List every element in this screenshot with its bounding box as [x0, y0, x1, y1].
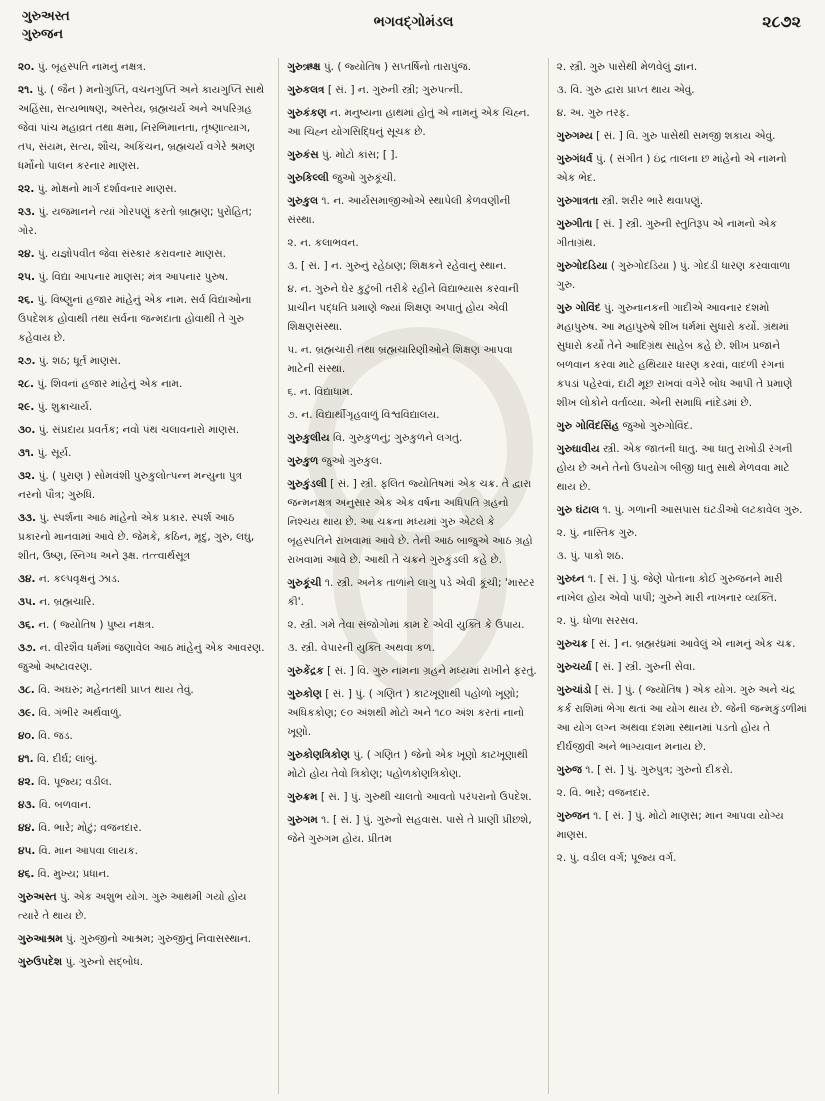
- dictionary-entry: [287, 257, 537, 276]
- entry-headword: ગુરુજન: [556, 810, 590, 822]
- dictionary-entry: [557, 635, 807, 654]
- dictionary-entry: [18, 773, 268, 792]
- entry-definition: [ સં. ] વિ. ગુરુ નામના ગ્રહને મધ્યમાં રાખીને ફરતું.: [327, 665, 537, 677]
- dictionary-entry: [18, 842, 268, 861]
- entry-definition: ન. ( જ્યોતિષ ) પુષ્ય નક્ષત્ર.: [38, 619, 155, 631]
- entry-headword: ગુરુગોદડિયા: [556, 260, 608, 272]
- dictionary-entry: [557, 440, 807, 497]
- dictionary-entry: [18, 727, 268, 746]
- dictionary-entry: [18, 444, 268, 463]
- entry-definition: પું. સંપ્રદાય પ્રવર્તક; નવો પંથ ચલાવનારો માણસ.: [38, 424, 240, 436]
- entry-headword: ૩૪.: [18, 573, 36, 585]
- entry-definition: પું. ગુરુજીનો આશ્રમ; ગુરુજીનું નિવાસસ્થાન.: [66, 933, 252, 945]
- entry-headword: ગુરુચર્યા: [556, 661, 592, 673]
- dictionary-entry: [287, 429, 537, 448]
- entry-definition: ન. કલ્પવૃક્ષનું ઝાડ.: [38, 573, 121, 585]
- entry-definition: ૨. પું. વડીલ વર્ગ; પૂજ્ય વર્ગ.: [556, 852, 677, 864]
- dictionary-entry: [287, 81, 537, 100]
- entry-definition: પું. વિષ્ણુનાં હજાર માંહેનું એક નામ. સર્વ વિદ્યાઓના ઉપદેશક હોવાથી તથા સર્વના જન્મદાતા હોવાથી તે ગુરુ કહેવાય છે.: [18, 294, 252, 344]
- entry-definition: ૧. સ્ત્રી. અનેક તાળાંને લાગુ પડે એવી કૂંચી; 'માસ્ટર કી'.: [287, 577, 535, 608]
- entry-definition: પું. એક અશુભ યોગ. ગુરુ આથમી ગયો હોય ત્યારે તે થાય છે.: [18, 891, 247, 922]
- dictionary-entry: [287, 475, 537, 570]
- entry-headword: ગુરુકુલ: [287, 195, 319, 207]
- entry-headword: ૨૯.: [18, 401, 35, 413]
- dictionary-entry: [18, 268, 268, 287]
- entry-definition: જુઓ ગુરુગોવિંદ.: [622, 420, 693, 432]
- entry-definition: ૨. પું. ધોળા સરસવ.: [556, 615, 639, 627]
- dictionary-entry: [18, 953, 268, 972]
- entry-headword: ૩૭.: [18, 642, 37, 654]
- dictionary-entry: [287, 811, 537, 849]
- dictionary-entry: [557, 150, 807, 188]
- entry-headword: ગુરુ ગોવિંદ: [556, 302, 601, 314]
- dictionary-entry: [557, 612, 807, 631]
- entry-definition: ન. બ્રહ્મચારિ.: [39, 596, 95, 608]
- entry-definition: ૧. [ સં. ] પું. ગુરુનો સહવાસ. પાસે તે પ્રાણી પ્રીછશે, જેને ગુરુગમ હોય. પ્રીતમ: [287, 814, 532, 845]
- entry-definition: પું. ( સંગીત ) ઇંદ્ર તાલના છ માંહેનો એ નામનો એક ભેદ.: [556, 153, 787, 184]
- entry-headword: ૨૪.: [18, 248, 35, 260]
- entry-definition: [ સં. ] ન. બ્રહ્મરંધ્રમાં આવેલું એ નામનું એક ચક્ર.: [591, 638, 796, 650]
- entry-definition: વિ. ગંભીર અર્થવાળું.: [38, 707, 122, 719]
- dictionary-entry: [18, 593, 268, 612]
- entry-definition: [ સં. ] સ્ત્રી. ફલિત જ્યોતિષમાં એક ચક્ર. તે દ્વારા જન્મનક્ષત્ર અનુસાર એક એક વર્ષના અધિપતિ ગ્રહનો નિશ્ચય થાય છે. આ ચક્રના મધ્યમાં ગુરુ એટલે કે બૃહસ્પતિને રાખવામાં આવે છે. તેની આઠ બાજુએ આઠ ગ્રહો રાખવામાં આવે છે. આથી તે ચક્રને ગુરુકુંડલી કહે છે.: [287, 478, 533, 566]
- dictionary-entry: [557, 784, 807, 803]
- entry-headword: ૪૦.: [18, 730, 35, 742]
- entry-headword: ગુરુકંકણ: [287, 107, 327, 119]
- entry-headword: ૨૬.: [18, 294, 35, 306]
- entry-definition: પું. ગુરુનાનકની ગાદીએ આવનાર દશમો મહાપુરુષ. આ મહાપુરુષે શીખ ધર્મમાં સુધારો કર્યો. ગ્રંથમાં સુધારો કર્યો તેને આદિગ્રંથ સાહેબ કહે છે. શીખ પ્રજાને બળવાન કરવા માટે હથિયાર ધારણ કરવાં, વાદળી રંગનાં કપડાં પહેરવાં, દાઢી મૂછ રાખવાં વગેરે બોધ આપી તે પ્રમાણે શીખ લોકોને વર્તાવ્યા. એની સમાધિ નાંદેડમાં છે.: [556, 302, 793, 409]
- entry-definition: ૧. ન. આર્યસમાજીઓએ સ્થાપેલી કેળવણીની સંસ્થા.: [287, 195, 511, 226]
- entry-definition: ૪. ન. ગુરુને ઘેર કુટુંબી તરીકે રહીને વિદ્યાભ્યાસ કરવાની પ્રાચીન પદ્ધતિ પ્રમાણે જ્યાં શિક્ષણ અપાતું હોય એવી શિક્ષણસંસ્થા.: [287, 283, 519, 333]
- dictionary-entry: [18, 796, 268, 815]
- entry-headword: ગુરુચાંડો: [556, 684, 592, 696]
- page-number: ૨૮૭૨: [762, 12, 801, 31]
- entry-headword: ગુરુ ઘંટાલ: [556, 504, 600, 516]
- column-1: [18, 58, 268, 1094]
- entry-definition: ( ગુરુગોદડિયા ) પું. ગોદડી ધારણ કરવાવાળા ગુરુ.: [556, 260, 791, 291]
- dictionary-entry: [557, 417, 807, 436]
- entry-definition: ૩. સ્ત્રી. વેપારની યુક્તિ અથવા કળ.: [287, 642, 435, 654]
- dictionary-entry: [287, 280, 537, 337]
- dictionary-entry: [287, 746, 537, 784]
- dictionary-entry: [18, 352, 268, 371]
- dictionary-entry: [287, 146, 537, 165]
- dictionary-columns: [18, 58, 807, 1094]
- dictionary-entry: [287, 169, 537, 188]
- dictionary-entry: [18, 398, 268, 417]
- dictionary-entry: [18, 930, 268, 949]
- entry-definition: પું. ગુરુનો સદ્બોધ.: [65, 956, 144, 968]
- entry-definition: ૩. [ સં. ] ન. ગુરુનું રહેઠાણ; શિક્ષકને રહેવાનું સ્થાન.: [287, 260, 507, 272]
- entry-headword: ગુરુગમ્ય: [556, 130, 593, 142]
- dictionary-entry: [18, 180, 268, 199]
- entry-headword: ગુરુઋક્ષ: [287, 61, 321, 73]
- entry-headword: ગુરુગીતા: [556, 218, 593, 230]
- entry-definition: વિ. ભારે; મોટું; વજનદાર.: [38, 822, 142, 834]
- entry-headword: ગુરુકુલીય: [287, 432, 330, 444]
- entry-definition: પું. ( જ્યોતિષ ) સપ્તર્ષિનો તારાપુંજ.: [323, 61, 471, 73]
- entry-definition: વિ. દીર્ઘ; લાંબું.: [37, 753, 98, 765]
- entry-headword: ગુરુકૂંચી: [287, 577, 322, 589]
- guide-word-bottom: ગુરુજન: [22, 27, 64, 42]
- dictionary-entry: [557, 81, 807, 100]
- dictionary-entry: [287, 104, 537, 142]
- entry-headword: ૩૧.: [18, 447, 35, 459]
- column-2: [278, 58, 537, 1094]
- entry-definition: પું. શઠ; ધૂર્ત માણસ.: [38, 355, 121, 367]
- entry-headword: ગુરુકોણ: [287, 688, 322, 700]
- entry-headword: ગુરુગમ: [287, 814, 318, 826]
- dictionary-entry: [18, 681, 268, 700]
- dictionary-entry: [287, 639, 537, 658]
- dictionary-entry: [287, 616, 537, 635]
- entry-definition: પું. શિવનાં હજાર માંહેનું એક નામ.: [37, 378, 183, 390]
- entry-definition: ૨. પું. નાસ્તિક ગુરુ.: [556, 527, 638, 539]
- entry-headword: ૪૪.: [18, 822, 36, 834]
- dictionary-entry: [557, 658, 807, 677]
- guide-word-top: ગુરુઅસ્ત: [22, 9, 70, 24]
- entry-headword: ૨૭.: [18, 355, 36, 367]
- entry-headword: ગુરુઆશ્રમ: [18, 933, 63, 945]
- entry-definition: [ સં. ] પું. ( જ્યોતિષ ) એક યોગ. ગુરુ અને ચંદ્ર કર્ક રાશિમાં ભેગા થતાં આ યોગ થાય છે. જેની જન્મકુંડળીમાં આ યોગ લગ્ન અથવા દશમા સ્થાનમાં પડતો હોય તે દીર્ઘજીવી અને ભાગ્યવાન મનાય છે.: [556, 684, 807, 753]
- entry-definition: [ સં. ] વિ. ગુરુ પાસેથી સમજી શકાય એવું.: [596, 130, 776, 142]
- entry-definition: સ્ત્રી. એક જાતની ધાતુ. આ ધાતુ રાખોડી રંગની હોય છે અને તેનો ઉપયોગ બીજી ધાતુ સાથે મેળવવા માટે થાય છે.: [556, 443, 793, 493]
- entry-definition: ૪. અ. ગુરુ તરફ.: [556, 107, 630, 119]
- dictionary-entry: [557, 761, 807, 780]
- entry-headword: ૨૦.: [18, 61, 35, 73]
- entry-definition: ૧. [ સં. ] પું. મોટો માણસ; માન આપવા યોગ્ય માણસ.: [556, 810, 784, 841]
- entry-headword: ૩૩.: [18, 512, 36, 524]
- entry-definition: પું. શુક્રાચાર્ય.: [37, 401, 93, 413]
- dictionary-entry: [18, 509, 268, 566]
- entry-definition: પું. વિદ્યા આપનાર માણસ; મંત્ર આપનાર પુરુષ.: [38, 271, 229, 283]
- entry-definition: ૬. ન. વિદ્યાધામ.: [287, 386, 353, 398]
- entry-definition: ૫. ન. બ્રહ્મચારી તથા બ્રહ્મચારિણીઓને શિક્ષણ આપવા માટેની સંસ્થા.: [287, 344, 513, 375]
- dictionary-entry: [18, 467, 268, 505]
- dictionary-entry: [557, 570, 807, 608]
- dictionary-entry: [557, 849, 807, 868]
- entry-headword: ગુરુકોણત્રિકોણ: [287, 749, 350, 761]
- entry-definition: ૩. વિ. ગુરુ દ્વારા પ્રાપ્ત થાય એવું.: [556, 84, 695, 96]
- entry-headword: ગુરુગંધર્વ: [556, 153, 593, 165]
- entry-headword: ગુરુકિલ્લી: [287, 172, 329, 184]
- entry-headword: ૪૬.: [18, 868, 35, 880]
- entry-definition: પું. મોક્ષનો માર્ગ દર્શાવનાર માણસ.: [37, 183, 177, 195]
- dictionary-entry: [18, 704, 268, 723]
- entry-headword: ૪૨.: [18, 776, 35, 788]
- entry-definition: [ સં. ] પું. ગુરુથી ચાલતો આવતો પરંપરાનો ઉપદેશ.: [320, 791, 532, 803]
- entry-definition: પું. બૃહસ્પતિ નામનું નક્ષત્ર.: [37, 61, 147, 73]
- entry-headword: ૨૧.: [18, 84, 34, 96]
- dictionary-entry: [18, 421, 268, 440]
- dictionary-entry: [18, 245, 268, 264]
- dictionary-entry: [557, 192, 807, 211]
- entry-definition: ૭. ન. વિદ્યાર્થીગૃહવાળું વિશ્વવિદ્યાલય.: [287, 409, 440, 421]
- dictionary-entry: [287, 662, 537, 681]
- dictionary-entry: [287, 452, 537, 471]
- dictionary-entry: [557, 58, 807, 77]
- entry-headword: ૩૨.: [18, 470, 36, 482]
- entry-headword: ગુરુઘ્ન: [556, 573, 585, 585]
- dictionary-entry: [287, 192, 537, 230]
- entry-headword: ૨૮.: [18, 378, 34, 390]
- entry-definition: ૧. [ સં. ] પું. ગુરુપુત્ર; ગુરુનો દીકરો.: [585, 764, 733, 776]
- entry-definition: ૨. સ્ત્રી. ગુરુ પાસેથી મેળવેલું જ્ઞાન.: [556, 61, 698, 73]
- entry-definition: પું. ( પુરાણ ) સોમવંશી પુરુકુલોત્પન્ન મન્યુના પુત્ર નરનો પૌત્ર; ગુરુધિ.: [18, 470, 243, 501]
- dictionary-entry: [18, 203, 268, 241]
- dictionary-entry: [287, 788, 537, 807]
- dictionary-entry: [18, 888, 268, 926]
- entry-definition: [ સં. ] સ્ત્રી. ગુરુની સેવા.: [594, 661, 696, 673]
- dictionary-entry: [287, 58, 537, 77]
- entry-definition: પું. ( જૈન ) મનોગુપ્તિ, વચનગુપ્તિ અને કાયગુપ્તિ સાથે અહિંસા, સત્યભાષણ, અસ્તેય, બ્રહ્મચર્ય અને અપરિગ્રહ જેવાં પાંચ મહાવ્રત તથા ક્ષમા, નિરભિમાનતા, તૃષ્ણાત્યાગ, તપ, સંયમ, સત્ય, શૌચ, અકિંચન, બ્રહ્મચર્ય વગેરે શ્રમણ ધર્મોનો પાલન કરનાર માણસ.: [18, 84, 265, 172]
- entry-headword: ગુરુકુળ: [287, 455, 319, 467]
- entry-headword: ગુરુગાત્રતા: [556, 195, 599, 207]
- dictionary-entry: [557, 547, 807, 566]
- entry-definition: પું. મોટો કાંસ; [ ].: [321, 149, 398, 161]
- dictionary-entry: [18, 375, 268, 394]
- entry-headword: ૪૫.: [18, 845, 36, 857]
- dictionary-entry: [18, 750, 268, 769]
- entry-headword: ૨૫.: [18, 271, 36, 283]
- entry-definition: ૧. પું. ગળાની આસપાસ ઘંટડીઓ લટકાવેલ ગુરુ.: [602, 504, 803, 516]
- entry-headword: ૩૯.: [18, 707, 36, 719]
- entry-headword: ગુરુજ: [556, 764, 582, 776]
- page-header: [22, 8, 805, 52]
- dictionary-entry: [18, 616, 268, 635]
- entry-definition: પું. યજ્ઞોપવીત જેવા સંસ્કાર કરાવનાર માણસ.: [38, 248, 226, 260]
- dictionary-entry: [557, 104, 807, 123]
- entry-definition: સ્ત્રી. શરીર ભારે થવાપણું.: [601, 195, 704, 207]
- entry-headword: ૩૮.: [18, 684, 35, 696]
- entry-definition: ૩. પું. પાકો શઠ.: [556, 550, 625, 562]
- entry-headword: ગુરુકેંદ્રક: [287, 665, 324, 677]
- dictionary-entry: [557, 257, 807, 295]
- column-3: [548, 58, 807, 1094]
- entry-definition: ન. વીરશૈવ ધર્મમાં જણાવેલ આઠ માંહેનું એક આવરણ. જુઓ અષ્ટાવરણ.: [18, 642, 265, 673]
- entry-headword: ગુરુઉપદેશ: [18, 956, 63, 968]
- entry-headword: ગુરુચક્ર: [556, 638, 588, 650]
- dictionary-entry: [557, 681, 807, 757]
- entry-headword: ૨૨.: [18, 183, 35, 195]
- dictionary-entry: [18, 58, 268, 77]
- entry-definition: જુઓ ગુરુકૂંચી.: [332, 172, 397, 184]
- dictionary-entry: [557, 299, 807, 413]
- entry-definition: પું. સૂર્ય.: [37, 447, 72, 459]
- entry-definition: વિ. પૂજ્ય; વડીલ.: [38, 776, 112, 788]
- dictionary-entry: [557, 215, 807, 253]
- entry-definition: વિ. ગુરુકુળનું; ગુરુકુળને લગતું.: [333, 432, 463, 444]
- entry-headword: ગુરુકુંડલી: [287, 478, 327, 490]
- entry-headword: ૪૩.: [18, 799, 36, 811]
- dictionary-entry: [18, 819, 268, 838]
- dictionary-entry: [287, 383, 537, 402]
- entry-headword: ગુરુકલત્ર: [287, 84, 325, 96]
- entry-definition: [ સં. ] ન. ગુરુની સ્ત્રી; ગુરુપત્ની.: [327, 84, 463, 96]
- entry-headword: ૪૧.: [18, 753, 34, 765]
- entry-headword: ગુરુકંસ: [287, 149, 319, 161]
- dictionary-entry: [557, 807, 807, 845]
- entry-definition: ૨. ન. કલાભવન.: [287, 237, 359, 249]
- entry-headword: ગુરુઘાવીય: [556, 443, 600, 455]
- entry-headword: ૩૫.: [18, 596, 36, 608]
- entry-headword: ગુરુ ગોવિંદસિંહ: [556, 420, 620, 432]
- dictionary-entry: [287, 574, 537, 612]
- entry-definition: વિ. બળવાન.: [38, 799, 92, 811]
- dictionary-entry: [557, 127, 807, 146]
- entry-definition: વિ. મુખ્ય; પ્રધાન.: [37, 868, 110, 880]
- dictionary-entry: [18, 639, 268, 677]
- book-title: ભગવદ્ગોમંડલ: [373, 14, 454, 30]
- dictionary-entry: [18, 570, 268, 589]
- entry-headword: ગુરુઅસ્ત: [18, 891, 57, 903]
- entry-headword: ગુરુક્રમ: [287, 791, 318, 803]
- entry-definition: પું. સ્પર્શના આઠ માંહેનો એક પ્રકાર. સ્પર્શ આઠ પ્રકારનો માનવામાં આવે છે. જેમકે, કઠિન, મૃદુ, ગુરુ, લઘુ, શીત, ઉષ્ણ, સ્નિગ્ધ અને રૂક્ષ. તત્ત્વાર્થસૂત્ર: [18, 512, 255, 562]
- entry-definition: પું. ( ગણિત ) જેનો એક ખૂણો કાટખૂણાથી મોટો હોય તેવો ત્રિકોણ; પહોળકોણત્રિકોણ.: [287, 749, 528, 780]
- dictionary-entry: [287, 234, 537, 253]
- dictionary-entry: [18, 291, 268, 348]
- dictionary-entry: [287, 341, 537, 379]
- dictionary-entry: [18, 865, 268, 884]
- entry-definition: [ સં. ] સ્ત્રી. ગુરુની સ્તુતિરૂપ એ નામનો એક ગીતાગ્રંથ.: [556, 218, 777, 249]
- dictionary-entry: [557, 501, 807, 520]
- entry-definition: વિ. જડ.: [38, 730, 73, 742]
- entry-definition: વિ. માન આપવા લાયક.: [38, 845, 138, 857]
- dictionary-entry: [557, 524, 807, 543]
- entry-definition: ન. મનુષ્યના હાથમાં હોતું એ નામનું એક ચિહ્ન. આ ચિહ્ન યોગસિદ્ધિનું સૂચક છે.: [287, 107, 530, 138]
- entry-headword: ૩૦.: [18, 424, 36, 436]
- entry-definition: જુઓ ગુરુકુલ.: [321, 455, 383, 467]
- entry-definition: પું. યજમાનને ત્યાં ગોરપણું કરતો બ્રાહ્મણ; પુરોહિત; ગોર.: [18, 206, 253, 237]
- entry-headword: ૩૬.: [18, 619, 35, 631]
- dictionary-entry: [287, 406, 537, 425]
- dictionary-entry: [287, 685, 537, 742]
- entry-definition: ૨. સ્ત્રી. ગમે તેવા સંજોગોમાં કામ દે એવી યુક્તિ કે ઉપાય.: [287, 619, 525, 631]
- dictionary-entry: [18, 81, 268, 176]
- entry-headword: ૨૩.: [18, 206, 36, 218]
- entry-definition: વિ. અઘરું; મહેનતથી પ્રાપ્ત થાય તેવું.: [38, 684, 194, 696]
- entry-definition: [ સં. ] પું. ( ગણિત ) કાટખૂણાથી પહોળો ખૂણો; અધિકકોણ; ૯૦ અંશથી મોટો અને ૧૮૦ અંશ કરતાં નાનો ખૂણો.: [287, 688, 524, 738]
- entry-definition: ૨. વિ. ભારે; વજનદાર.: [556, 787, 650, 799]
- entry-definition: ૧. [ સં. ] પું. જેણે પોતાના કોઈ ગુરુજનને મારી નાખેલ હોય એવો પાપી; ગુરુને મારી નાખનાર વ્યક્તિ.: [556, 573, 783, 604]
